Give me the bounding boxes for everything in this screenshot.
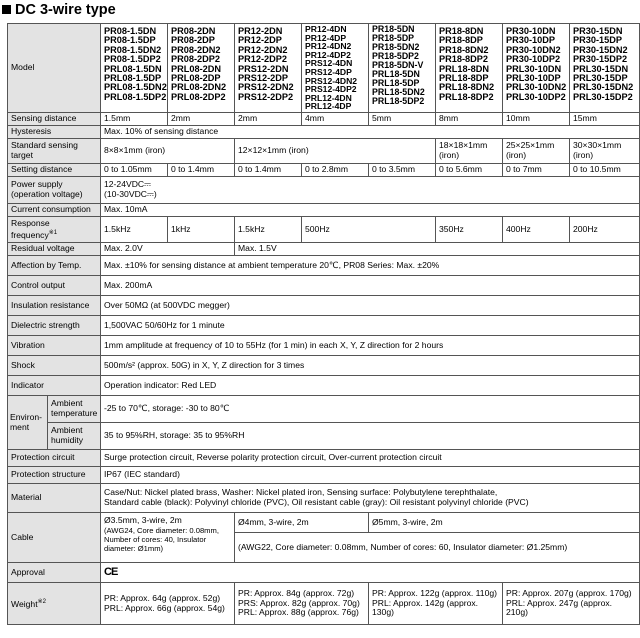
model-cell: PR30-15DN PR30-15DP PR30-15DN2 PR30-15DP2 PRL30-15DN PRL30-15DP PRL30-15DN2 PRL30-15DP2 <box>570 24 640 113</box>
value-cell: 2mm <box>168 113 235 126</box>
weight-cell: PR: Approx. 84g (approx. 72g) PRS: Approx. 82g (approx. 70g) PRL: Approx. 88g (approx. 76g) <box>235 583 369 625</box>
value-cell: 8×8×1mm (iron) <box>101 139 235 164</box>
value-cell: 0 to 2.8mm <box>302 164 369 177</box>
weight-cell: PR: Approx. 122g (approx. 110g) PRL: Approx. 142g (approx. 130g) <box>369 583 503 625</box>
model-cell: PR18-5DN PR18-5DP PR18-5DN2 PR18-5DP2 PR18-5DN-V PRL18-5DN PRL18-5DP PRL18-5DN2 PRL18-5DP2 <box>369 24 436 113</box>
label-hysteresis: Hysteresis <box>8 126 101 139</box>
row-model <box>8 24 640 113</box>
model-cell: PR18-8DN PR18-8DP PR18-8DN2 PR18-8DP2 PRL18-8DN PRL18-8DP PRL18-8DN2 PRL18-8DP2 <box>436 24 503 113</box>
model-cell: PR30-10DN PR30-10DP PR30-10DN2 PR30-10DP2 PRL30-10DN PRL30-10DP PRL30-10DN2 PRL30-10DP2 <box>503 24 570 113</box>
value-cell: 1.5kHz <box>235 217 302 243</box>
value-cell: 10mm <box>503 113 570 126</box>
value-cell: 1mm amplitude at frequency of 10 to 55Hz (for 1 min) in each X, Y, Z direction for 2 hours <box>101 336 640 356</box>
row-response <box>8 217 640 243</box>
value-cell: Max. 10mA <box>101 204 640 217</box>
model-cell: PR08-2DN PR08-2DP PR08-2DN2 PR08-2DP2 PRL08-2DN PRL08-2DP PRL08-2DN2 PRL08-2DP2 <box>168 24 235 113</box>
label-protection-structure: Protection structure <box>8 467 101 484</box>
value-cell: Max. 2.0V <box>101 243 235 256</box>
row-sensing-distance <box>8 113 640 126</box>
value-cell: -25 to 70℃, storage: -30 to 80℃ <box>101 396 640 423</box>
row-ambient-temperature <box>8 396 640 423</box>
row-protection-structure <box>8 467 640 484</box>
label-sensing-distance: Sensing distance <box>8 113 101 126</box>
ce-mark-icon: CE <box>101 563 640 583</box>
value-cell: 0 to 10.5mm <box>570 164 640 177</box>
value-cell: Case/Nut: Nickel plated brass, Washer: Nickel plated iron, Sensing surface: Polybutylene terephthalate, Standard cable (black): Polyvinyl chloride (PVC), Oil resistant cable (gray): Oil resistant polyvinyl chloride (PVC) <box>101 484 640 513</box>
section-title <box>0 0 116 20</box>
value-cell: 4mm <box>302 113 369 126</box>
label-ambient-temperature: Ambient temperature <box>48 396 101 423</box>
value-cell: 0 to 1.4mm <box>168 164 235 177</box>
row-indicator <box>8 376 640 396</box>
value-cell: 0 to 3.5mm <box>369 164 436 177</box>
row-weight <box>8 583 640 625</box>
row-material <box>8 484 640 513</box>
cable-detail: (AWG22, Core diameter: 0.08mm, Number of cores: 60, Insulator diameter: Ø1.25mm) <box>235 533 640 563</box>
value-cell: 1,500VAC 50/60Hz for 1 minute <box>101 316 640 336</box>
row-affection <box>8 256 640 276</box>
value-cell: 350Hz <box>436 217 503 243</box>
value-cell: 0 to 7mm <box>503 164 570 177</box>
spec-table <box>7 23 640 625</box>
weight-cell: PR: Approx. 64g (approx. 52g) PRL: Approx. 66g (approx. 54g) <box>101 583 235 625</box>
value-cell: Max. 200mA <box>101 276 640 296</box>
label-model: Model <box>8 24 101 113</box>
label-environment: Environ-ment <box>8 396 48 450</box>
value-cell: 2mm <box>235 113 302 126</box>
value-cell: 25×25×1mm (iron) <box>503 139 570 164</box>
bullet-icon <box>2 5 11 14</box>
label-control: Control output <box>8 276 101 296</box>
value-cell: 500Hz <box>302 217 436 243</box>
label-indicator: Indicator <box>8 376 101 396</box>
cable-small: Ø3.5mm, 3-wire, 2m (AWG24, Core diameter: 0.08mm, Number of cores: 40, Insulator diameter: Ø1mm) <box>101 513 235 563</box>
row-protection-circuit <box>8 450 640 467</box>
label-setting-distance: Setting distance <box>8 164 101 177</box>
label-current: Current consumption <box>8 204 101 217</box>
row-power-supply <box>8 177 640 204</box>
value-cell: 400Hz <box>503 217 570 243</box>
label-insulation: Insulation resistance <box>8 296 101 316</box>
value-cell: 35 to 95%RH, storage: 35 to 95%RH <box>101 423 640 450</box>
value-cell: 30×30×1mm (iron) <box>570 139 640 164</box>
value-cell: 12×12×1mm (iron) <box>235 139 436 164</box>
value-cell: 0 to 5.6mm <box>436 164 503 177</box>
value-cell: 12-24VDC⎓ (10-30VDC⎓) <box>101 177 640 204</box>
cable-medium: Ø4mm, 3-wire, 2m <box>235 513 369 533</box>
label-protection-circuit: Protection circuit <box>8 450 101 467</box>
value-cell: 8mm <box>436 113 503 126</box>
row-ambient-humidity <box>8 423 640 450</box>
model-cell: PR08-1.5DN PR08-1.5DP PR08-1.5DN2 PR08-1.5DP2 PRL08-1.5DN PRL08-1.5DP PRL08-1.5DN2 PRL08-1.5DP2 <box>101 24 168 113</box>
label-weight: Weight$^{※2}$ <box>8 583 101 625</box>
label-shock: Shock <box>8 356 101 376</box>
value-cell: Over 50MΩ (at 500VDC megger) <box>101 296 640 316</box>
row-hysteresis <box>8 126 640 139</box>
title-text: DC 3-wire type <box>15 2 116 18</box>
value-cell: 0 to 1.4mm <box>235 164 302 177</box>
value-cell: Max. ±10% for sensing distance at ambient temperature 20℃, PR08 Series: Max. ±20% <box>101 256 640 276</box>
value-cell: 1.5mm <box>101 113 168 126</box>
row-approval <box>8 563 640 583</box>
label-standard-target: Standard sensing target <box>8 139 101 164</box>
label-vibration: Vibration <box>8 336 101 356</box>
value-cell: 500m/s² (approx. 50G) in X, Y, Z direction for 3 times <box>101 356 640 376</box>
label-cable: Cable <box>8 513 101 563</box>
value-cell: Surge protection circuit, Reverse polarity protection circuit, Over-current protection circuit <box>101 450 640 467</box>
label-response: Response frequency$^{※1}$ <box>8 217 101 243</box>
row-shock <box>8 356 640 376</box>
value-cell: 1kHz <box>168 217 235 243</box>
label-affection: Affection by Temp. <box>8 256 101 276</box>
model-cell: PR12-2DN PR12-2DP PR12-2DN2 PR12-2DP2 PRS12-2DN PRS12-2DP PRS12-2DN2 PRS12-2DP2 <box>235 24 302 113</box>
value-cell: 5mm <box>369 113 436 126</box>
label-approval: Approval <box>8 563 101 583</box>
label-ambient-humidity: Ambient humidity <box>48 423 101 450</box>
row-insulation <box>8 296 640 316</box>
value-cell: 18×18×1mm (iron) <box>436 139 503 164</box>
value-cell: Max. 1.5V <box>235 243 640 256</box>
value-cell: 0 to 1.05mm <box>101 164 168 177</box>
value-cell: Operation indicator: Red LED <box>101 376 640 396</box>
value-cell: 15mm <box>570 113 640 126</box>
row-control <box>8 276 640 296</box>
label-power-supply: Power supply (operation voltage) <box>8 177 101 204</box>
row-residual <box>8 243 640 256</box>
value-cell: Max. 10% of sensing distance <box>101 126 640 139</box>
row-setting-distance <box>8 164 640 177</box>
label-residual: Residual voltage <box>8 243 101 256</box>
weight-cell: PR: Approx. 207g (approx. 170g) PRL: Approx. 247g (approx. 210g) <box>503 583 640 625</box>
model-cell: PR12-4DN PR12-4DP PR12-4DN2 PR12-4DP2 PRS12-4DN PRS12-4DP PRS12-4DN2 PRS12-4DP2 PRL12-4DN PRL12-4DP <box>302 24 369 113</box>
row-standard-target <box>8 139 640 164</box>
row-cable-1 <box>8 513 640 533</box>
label-dielectric: Dielectric strength <box>8 316 101 336</box>
row-vibration <box>8 336 640 356</box>
value-cell: 200Hz <box>570 217 640 243</box>
label-material: Material <box>8 484 101 513</box>
value-cell: IP67 (IEC standard) <box>101 467 640 484</box>
value-cell: 1.5kHz <box>101 217 168 243</box>
cable-large: Ø5mm, 3-wire, 2m <box>369 513 640 533</box>
row-dielectric <box>8 316 640 336</box>
row-current <box>8 204 640 217</box>
